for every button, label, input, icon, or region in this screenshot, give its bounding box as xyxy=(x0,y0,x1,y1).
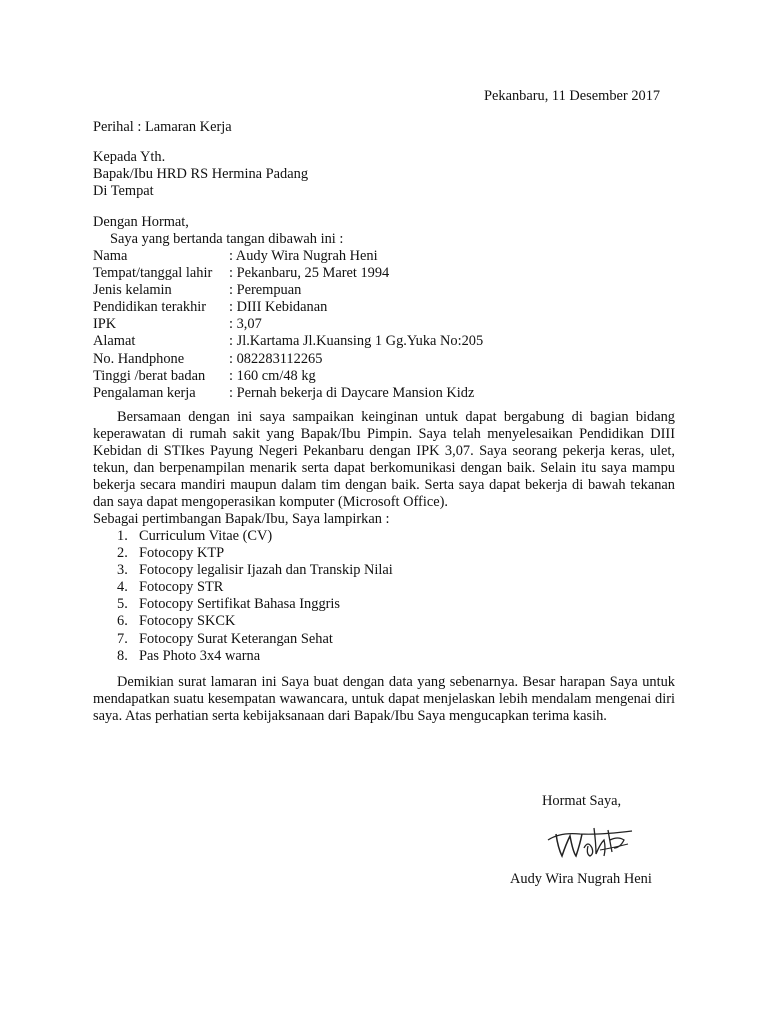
recipient-line: Bapak/Ibu HRD RS Hermina Padang xyxy=(93,166,309,182)
paragraph-text: Demikian surat lamaran ini Saya buat dengan data yang sebenarnya. Besar harapan Saya untuk mendapatkan suatu kesempatan wawancara, untuk dapat menjelaskan lebih mendalam mengenai diri saya. Atas perhatian serta kebijaksanaan dari Bapak/Ibu Saya mengucapkan terima kasih. xyxy=(93,674,675,724)
recipient-line: Di Tempat xyxy=(93,183,154,199)
personal-details xyxy=(93,248,483,402)
list-number: 1. xyxy=(117,528,128,544)
list-text: Fotocopy Sertifikat Bahasa Inggris xyxy=(139,596,341,613)
signature-image xyxy=(540,818,640,868)
list-text: Fotocopy KTP xyxy=(139,545,225,562)
list-number: 6. xyxy=(117,613,128,630)
detail-row xyxy=(93,299,483,316)
detail-label: Jenis kelamin xyxy=(93,282,172,299)
detail-value: : Audy Wira Nugrah Heni xyxy=(229,248,378,264)
list-number: 4. xyxy=(117,579,128,596)
detail-value: : Pekanbaru, 25 Maret 1994 xyxy=(229,265,390,282)
detail-value: : 3,07 xyxy=(229,316,262,333)
detail-row xyxy=(93,385,483,402)
list-item xyxy=(117,613,393,630)
letter-subject: Perihal : Lamaran Kerja xyxy=(93,119,232,135)
detail-row xyxy=(93,368,483,385)
list-text: Fotocopy legalisir Ijazah dan Transkip Nilai xyxy=(139,562,393,579)
detail-value: : 160 cm/48 kg xyxy=(229,367,316,384)
list-item xyxy=(117,528,393,545)
list-item xyxy=(117,545,393,562)
list-item xyxy=(117,579,393,596)
list-number: 2. xyxy=(117,545,128,562)
list-number: 8. xyxy=(117,647,128,664)
detail-label: Pendidikan terakhir xyxy=(93,299,207,316)
detail-row xyxy=(93,248,483,265)
recipient-block xyxy=(93,149,308,200)
list-text: Pas Photo 3x4 warna xyxy=(139,647,261,664)
letter-date: Pekanbaru, 11 Desember 2017 xyxy=(484,88,661,104)
list-text: Fotocopy Surat Keterangan Sehat xyxy=(139,630,333,647)
detail-label: Alamat xyxy=(93,333,136,350)
list-number: 5. xyxy=(117,596,128,613)
detail-label: Tempat/tanggal lahir xyxy=(93,265,213,282)
detail-value: : Perempuan xyxy=(229,282,302,299)
list-text: Fotocopy SKCK xyxy=(139,613,236,630)
body-paragraph-2 xyxy=(93,674,675,725)
signer-name: Audy Wira Nugrah Heni xyxy=(510,871,652,887)
list-item xyxy=(117,631,393,648)
list-item xyxy=(117,648,393,665)
detail-row xyxy=(93,282,483,299)
list-text: Curriculum Vitae (CV) xyxy=(139,528,273,544)
detail-label: Tinggi /berat badan xyxy=(93,367,206,384)
paragraph-text: Bersamaan dengan ini saya sampaikan keinginan untuk dapat bergabung di bagian bidang keperawatan di rumah sakit yang Bapak/Ibu Pimpin. Saya telah menyelesaikan Pendidikan DIII Kebidan di STIkes Payung Negeri Pekanbaru dengan IPK 3,07. Saya seorang pekerja keras, ulet, tekun, dan berpenampilan menarik serta dapat berkomunikasi dengan baik. Selain itu saya mampu bekerja secara mandiri maupun dalam tim dengan baik. Serta saya dapat bekerja di bawah tekanan dan saya dapat mengoperasikan komputer (Microsoft Office). xyxy=(93,409,675,510)
list-number: 7. xyxy=(117,630,128,647)
intro-line: Saya yang bertanda tangan dibawah ini : xyxy=(110,231,344,247)
list-number: 3. xyxy=(117,562,128,579)
detail-label: Nama xyxy=(93,248,128,264)
detail-row xyxy=(93,316,483,333)
detail-value: : Pernah bekerja di Daycare Mansion Kidz xyxy=(229,384,475,401)
attachment-list xyxy=(117,528,393,665)
closing-line: Hormat Saya, xyxy=(542,793,622,809)
detail-value: : 082283112265 xyxy=(229,350,323,367)
detail-value: : DIII Kebidanan xyxy=(229,299,328,316)
attachments-intro: Sebagai pertimbangan Bapak/Ibu, Saya lampirkan : xyxy=(93,511,390,527)
detail-row xyxy=(93,333,483,350)
body-paragraph-1 xyxy=(93,409,675,528)
list-text: Fotocopy STR xyxy=(139,579,224,596)
detail-row xyxy=(93,265,483,282)
detail-row xyxy=(93,351,483,368)
detail-label: IPK xyxy=(93,316,117,333)
detail-label: Pengalaman kerja xyxy=(93,384,196,401)
list-item xyxy=(117,596,393,613)
salutation: Dengan Hormat, xyxy=(93,214,189,230)
detail-label: No. Handphone xyxy=(93,350,185,367)
recipient-line: Kepada Yth. xyxy=(93,149,166,165)
detail-value: : Jl.Kartama Jl.Kuansing 1 Gg.Yuka No:205 xyxy=(229,333,484,350)
list-item xyxy=(117,562,393,579)
